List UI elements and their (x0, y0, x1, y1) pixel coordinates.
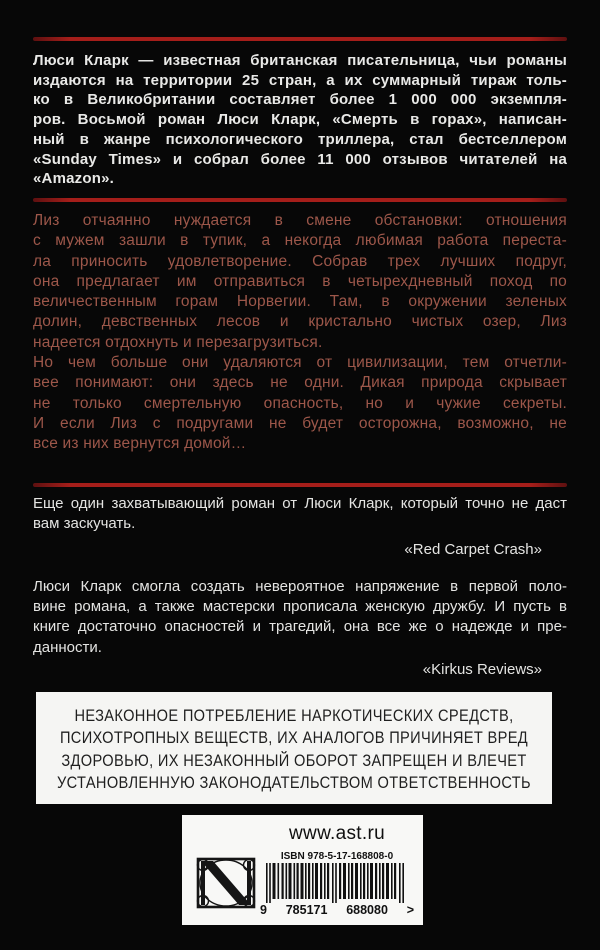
synopsis (33, 211, 567, 455)
divider-line-middle (33, 198, 567, 202)
text-line: ПСИХОТРОПНЫХ ВЕЩЕСТВ, ИХ АНАЛОГОВ ПРИЧИНЯЕТ ВРЕД (59, 728, 529, 748)
divider-line-top (33, 37, 567, 41)
text-line: вине романа, а также мастерски прописала женскую дружбу. И пусть в (33, 598, 567, 616)
text-line: Еще один захватывающий роман от Люси Кларк, который точно не даст (33, 495, 567, 512)
text-line: все из них вернутся домой… (33, 435, 247, 453)
barcode-digit-group: 9 (260, 903, 267, 917)
publisher-website: www.ast.ru (289, 823, 385, 844)
legal-warning-text (36, 705, 552, 795)
text-line: Лиз отчаянно нуждается в смене обстановки: отношения (33, 212, 567, 229)
review-quote-2 (33, 577, 567, 658)
text-line: долин, девственных лесов и кристально чистых озер, Лиз (33, 313, 567, 331)
text-line: не только смертельную опасность, но и чужие секреты. (33, 394, 567, 412)
isbn-label: ISBN 978-5-17-168808-0 (280, 851, 394, 862)
barcode (266, 863, 406, 908)
barcode-digit-group: > (406, 903, 414, 917)
text-line: «Amazon». (33, 170, 114, 188)
text-line: вее понимают: они здесь не одни. Дикая природа скрывает (33, 374, 567, 392)
text-line: Люси Кларк смогла создать невероятное напряжение в первой поло- (33, 578, 567, 595)
text-line: НЕЗАКОННОЕ ПОТРЕБЛЕНИЕ НАРКОТИЧЕСКИХ СРЕДСТВ, (74, 706, 514, 725)
review-quote-1 (33, 494, 567, 534)
divider-line-bottom (33, 483, 567, 487)
text-line: величественным горам Норвегии. Там, в окружении зеленых (33, 293, 567, 311)
text-line: ный в жанре психологического триллера, стал бестселлером (33, 130, 567, 148)
barcode-digit-group: 688080 (346, 903, 388, 917)
text-line: она предлагает им отправиться в четырехдневный поход по (33, 272, 567, 290)
text-line: с мужем зашли в тупик, а некогда любимая работа переста- (33, 232, 567, 250)
text-line: издаются на территории 25 стран, а их суммарный тираж толь- (33, 71, 567, 89)
text-line: ров. Восьмой роман Люси Кларк, «Смерть в горах», написан- (33, 111, 567, 129)
text-line: ко в Великобритании составляет более 1 000 000 экземпля- (33, 91, 567, 109)
author-bio (33, 51, 567, 189)
text-line: вам заскучать. (33, 515, 136, 533)
text-line: ла приносить удовлетворение. Собрав трех лучших подруг, (33, 252, 567, 270)
text-line: ЗДОРОВЬЮ, ИХ НЕЗАКОННЫЙ ОБОРОТ ЗАПРЕЩЕН И ВЛЕЧЕТ (61, 750, 527, 770)
text-line: книге достаточно опасностей и трагедий, она все же о надежде и пре- (33, 618, 567, 636)
barcode-digits (260, 903, 414, 917)
text-line: И если Лиз с подругами не будет осторожна, возможно, не (33, 414, 567, 432)
text-line: «Sunday Times» и собрал более 11 000 отзывов читателей на (33, 150, 567, 168)
text-line: данности. (33, 638, 102, 656)
legal-warning-box (36, 692, 552, 804)
barcode-digit-group: 785171 (285, 903, 328, 917)
publisher-panel (182, 815, 423, 925)
synopsis-paragraph-2 (33, 353, 567, 454)
text-line: Но чем больше они удаляются от цивилизации, тем отчетли- (33, 354, 567, 372)
text-line: УСТАНОВЛЕННУЮ ЗАКОНОДАТЕЛЬСТВОМ ОТВЕТСТВЕННОСТЬ (56, 773, 531, 793)
text-line: Люси Кларк — известная британская писательница, чьи романы (33, 52, 567, 69)
quote-attribution-2: «Kirkus Reviews» (422, 661, 542, 678)
ast-publisher-logo-icon (194, 855, 258, 916)
synopsis-paragraph-1 (33, 211, 567, 353)
text-line: надеется отдохнуть и перезагрузиться. (33, 333, 323, 351)
quote-attribution-1: «Red Carpet Crash» (404, 541, 542, 558)
